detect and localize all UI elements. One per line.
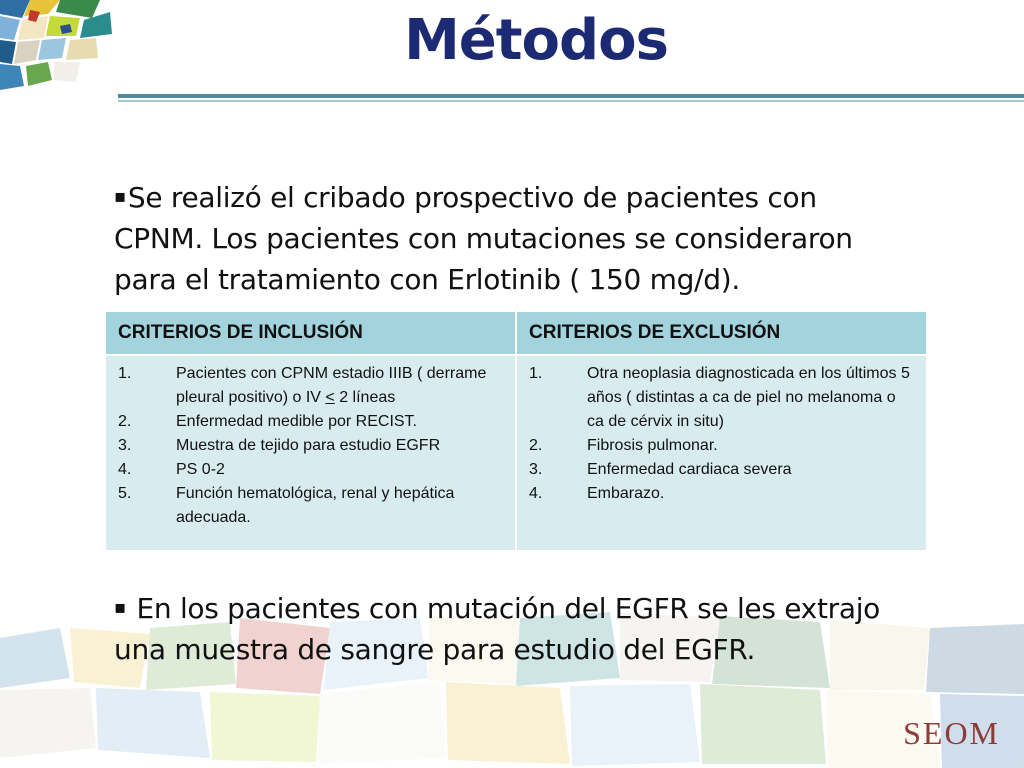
item-number: 4. xyxy=(118,461,132,478)
criteria-table xyxy=(104,310,928,552)
item-text-part: 2 líneas xyxy=(334,389,396,406)
exclusion-list xyxy=(529,362,914,506)
item-number: 5. xyxy=(118,485,132,502)
list-item xyxy=(529,482,914,506)
exclusion-cell xyxy=(516,355,927,551)
seom-logo: SEOM xyxy=(903,715,1000,751)
bullet-square-icon: ▪ xyxy=(114,186,126,207)
list-item xyxy=(529,362,914,434)
item-text: Enfermedad medible por RECIST. xyxy=(176,413,417,430)
item-text: Enfermedad cardiaca severa xyxy=(587,461,792,478)
list-item xyxy=(118,434,503,458)
title-divider xyxy=(118,94,1024,98)
list-item xyxy=(529,458,914,482)
inclusion-cell xyxy=(105,355,516,551)
item-number: 4. xyxy=(529,485,543,502)
item-number: 1. xyxy=(529,365,543,382)
item-number: 3. xyxy=(529,461,543,478)
list-item xyxy=(118,362,503,410)
exclusion-header: CRITERIOS DE EXCLUSIÓN xyxy=(516,311,927,355)
inclusion-list xyxy=(118,362,503,530)
bullet-blood-sample xyxy=(114,587,914,670)
item-number: 3. xyxy=(118,437,132,454)
item-number: 1. xyxy=(118,365,132,382)
item-text: Otra neoplasia diagnosticada en los últimos 5 años ( distintas a ca de piel no melanoma o ca de cérvix in situ) xyxy=(587,365,910,430)
list-item xyxy=(118,410,503,434)
item-text: Función hematológica, renal y hepática adecuada. xyxy=(176,485,455,526)
bullet-text: En los pacientes con mutación del EGFR se les extrajo una muestra de sangre para estudio del EGFR. xyxy=(114,592,880,666)
item-text: Fibrosis pulmonar. xyxy=(587,437,718,454)
less-equal-symbol: < xyxy=(325,389,335,406)
item-text: Muestra de tejido para estudio EGFR xyxy=(176,437,441,454)
title-divider-thin xyxy=(118,100,1024,102)
bullet-square-icon: ▪ xyxy=(114,597,126,618)
list-item xyxy=(529,434,914,458)
item-text xyxy=(176,362,503,410)
bullet-text: Se realizó el cribado prospectivo de pacientes con CPNM. Los pacientes con mutaciones se consideraron para el tratamiento con Erlotinib ( 150 mg/d). xyxy=(114,181,853,296)
item-text: Embarazo. xyxy=(587,485,665,502)
inclusion-header: CRITERIOS DE INCLUSIÓN xyxy=(105,311,516,355)
page-title: Métodos xyxy=(404,8,668,73)
item-text: PS 0-2 xyxy=(176,461,225,478)
bullet-screening xyxy=(114,176,914,300)
list-item xyxy=(118,482,503,530)
item-number: 2. xyxy=(118,413,132,430)
item-text-part: Pacientes con CPNM estadio IIIB ( derrame pleural positivo) o IV xyxy=(176,365,487,406)
item-number: 2. xyxy=(529,437,543,454)
list-item xyxy=(118,458,503,482)
